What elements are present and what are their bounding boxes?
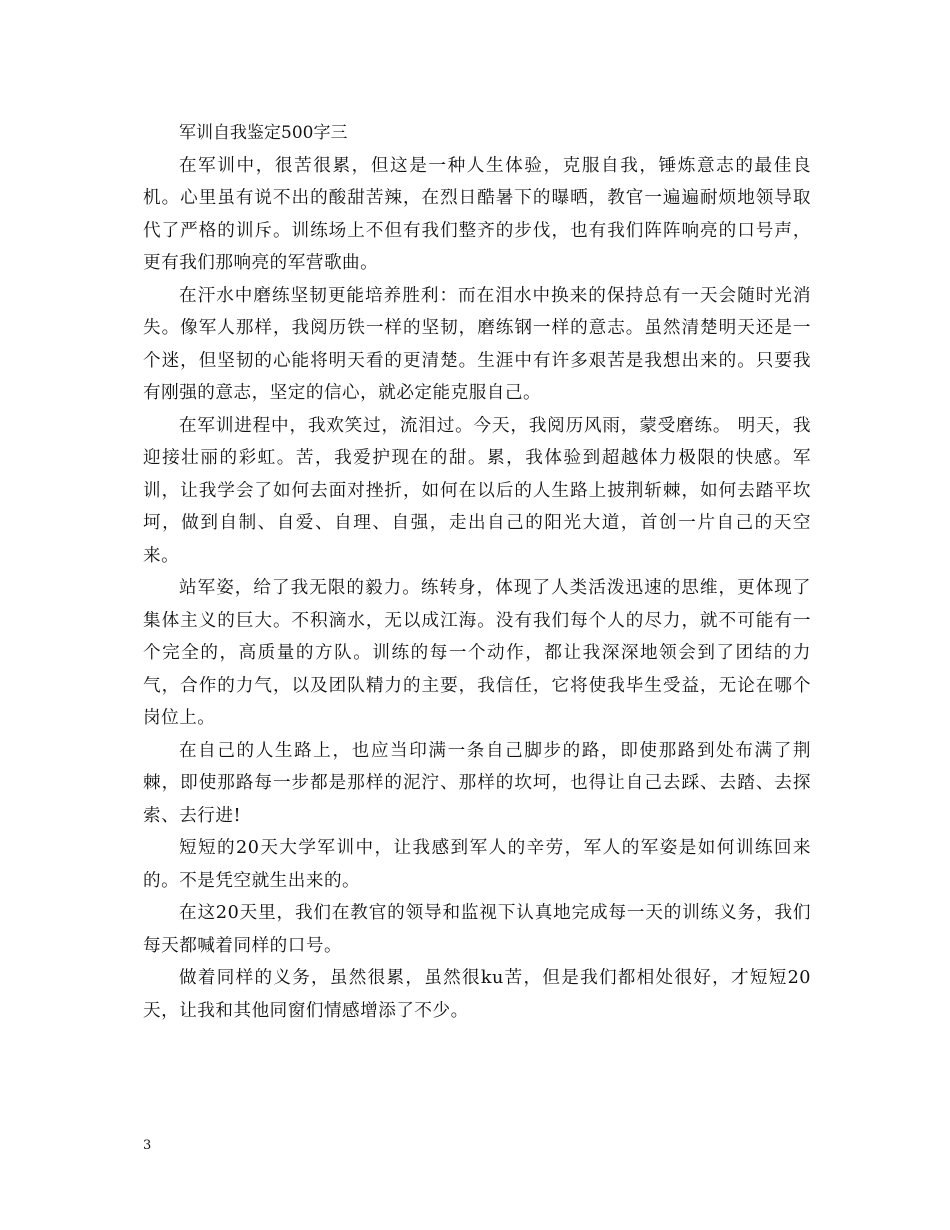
page-number: 3 <box>143 1138 152 1153</box>
paragraph-3: 在军训进程中，我欢笑过，流泪过。今天，我阅历风雨，蒙受磨练。 明天，我迎接壮丽的彩虹。苦，我爱护现在的甜。累，我体验到超越体力极限的快感。军训，让我学会了如何去面对挫折，如何在以后的人生路上披荆斩棘，如何去踏平坎坷，做到自制、自爱、自理、自强，走出自己的阳光大道，首创一片自己的天空来。 <box>143 415 811 566</box>
paragraph-2: 在汗水中磨练坚韧更能培养胜利：而在泪水中换来的保持总有一天会随时光消失。像军人那样，我阅历铁一样的坚韧，磨练钢一样的意志。虽然清楚明天还是一个迷，但坚韧的心能将明天看的更清楚。生涯中有许多艰苦是我想出来的。只要我有刚强的意志，坚定的信心，就必定能克服自己。 <box>143 285 811 403</box>
paragraph-7: 在这20天里，我们在教官的领导和监视下认真地完成每一天的训练义务，我们每天都喊着同样的口号。 <box>143 903 811 956</box>
paragraph-5: 在自己的人生路上，也应当印满一条自己脚步的路，即使那路到处布满了荆棘，即使那路每一步都是那样的泥泞、那样的坎坷，也得让自己去踩、去踏、去探索、去行进! <box>143 740 811 826</box>
paragraph-6: 短短的20天大学军训中，让我感到军人的辛劳，军人的军姿是如何训练回来的。不是凭空就生出来的。 <box>143 838 811 891</box>
paragraph-8: 做着同样的义务，虽然很累，虽然很ku苦，但是我们都相处很好，才短短20天，让我和其他同窗们情感增添了不少。 <box>143 968 811 1021</box>
document-title: 军训自我鉴定500字三 <box>179 123 348 143</box>
paragraph-1: 在军训中，很苦很累，但这是一种人生体验，克服自我，锤炼意志的最佳良机。心里虽有说不出的酸甜苦辣，在烈日酷暑下的曝晒，教官一遍遍耐烦地领导取代了严格的训斥。训练场上不但有我们整齐的步伐，也有我们阵阵响亮的口号声，更有我们那响亮的军营歌曲。 <box>143 155 811 273</box>
document-body <box>143 117 811 1027</box>
paragraph-4: 站军姿，给了我无限的毅力。练转身，体现了人类活泼迅速的思维，更体现了集体主义的巨大。不积滴水，无以成江海。没有我们每个人的尽力，就不可能有一个完全的，高质量的方队。训练的每一个动作，都让我深深地领会到了团结的力气，合作的力气，以及团队精力的主要，我信任，它将使我毕生受益，无论在哪个岗位上。 <box>143 578 811 728</box>
